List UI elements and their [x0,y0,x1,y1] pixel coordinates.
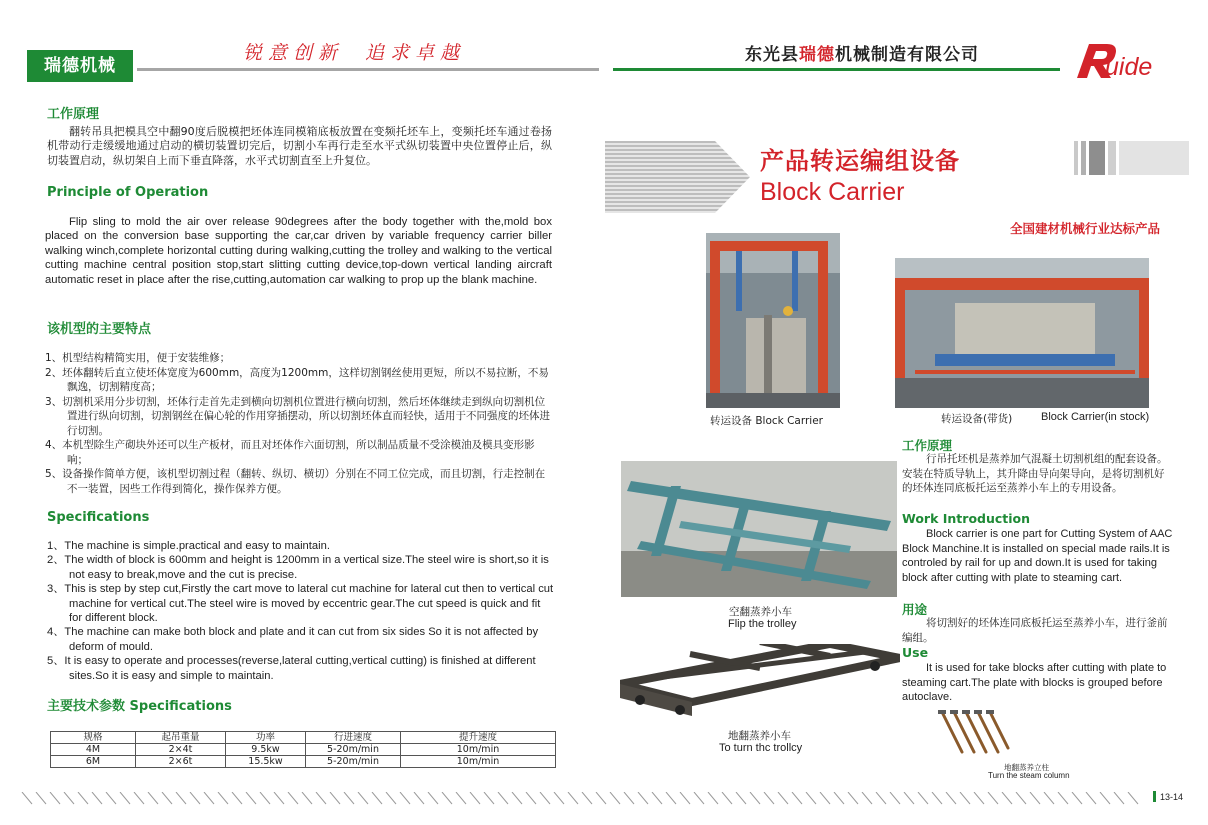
use-en-heading: Use [902,645,929,660]
list-item: 3、切割机采用分步切割，坯体行走首先走到横向切割机位置进行横向切割，然后坯体继续走到纵向切割机位置进行纵向切割，切割钢丝在偏心轮的作用穿插摆动，所以切割坯体直而轻快，适用于不同强度的坯体进行切割。 [45,395,550,437]
table-cell: 5-20m/min [306,744,401,756]
work-cn-heading: 工作原理 [902,438,953,453]
table-cell: 6M [51,756,136,768]
table-cell: 10m/min [401,744,556,756]
use-cn-text: 将切割好的坯体连同底板托运至蒸养小车，进行釜前编组。 [902,617,1168,644]
table-cell: 2×6t [136,756,226,768]
photo3-caption-cn: 空翻蒸养小车 [729,606,792,618]
table-row [51,756,556,768]
table-header-cell: 起吊重量 [136,732,226,744]
features-en-list [47,539,556,683]
slogan-part-1: 锐意创新 [243,42,344,64]
work-en-text: Block carrier is one part for Cutting System of AAC Block Manchine.It is installed on special made rails.It is controled by rail for up and down.It is used for taking block after cutting with plate to steaming cart. [902,528,1173,584]
specs-heading: Specifications [47,510,150,525]
table-row [51,744,556,756]
list-item: 2、The width of block is 600mm and height is 1200mm in a vertical size.The steel wire is short,so it is not easy to break,move and the cut is precise. [47,554,549,581]
use-cn-heading: 用途 [902,602,928,617]
ruide-brand-logo [1075,38,1175,82]
photo2-caption-cn: 转运设备(带货) [941,413,1013,425]
photo4-caption-cn: 地翻蒸养小车 [728,730,791,742]
brand-wordmark: uide [1105,53,1153,81]
block-carrier-in-stock-photo [895,258,1149,408]
table-cell: 10m/min [401,756,556,768]
flip-trolley-photo [621,461,897,597]
page-number-marker [1153,791,1156,802]
features-cn-list [45,351,555,496]
principle-cn-heading: 工作原理 [47,107,100,122]
table-header-cell: 规格 [51,732,136,744]
principle-en-heading: Principle of Operation [47,185,209,200]
use-en-text: It is used for take blocks after cutting with plate to steaming cart.The plate with blocks is grouped before autoclave. [902,662,1167,703]
company-highlight: 瑞德 [799,45,835,65]
table-cell: 5-20m/min [306,756,401,768]
photo3-caption-en: Flip the trolley [728,618,797,630]
header-divider-gray [137,68,599,71]
photo4-caption-en: To turn thc trollcy [719,742,803,754]
params-heading: 主要技术参数 Specifications [47,699,232,714]
product-title-cn: 产品转运编组设备 [760,147,960,175]
table-header-row [51,732,556,744]
company-suffix: 机械制造有限公司 [835,45,979,65]
list-item: 5、It is easy to operate and processes(reverse,lateral cutting,vertical cutting) is finished at different sites.So it is easy and simple to maintain. [47,655,536,682]
photo1-caption: 转运设备 Block Carrier [710,415,823,427]
list-item: 4、本机型除生产砌块外还可以生产板材，而且对坯体作六面切割，所以制品质量不受涂模油及模具变形影响； [45,439,535,466]
list-item: 3、This is step by step cut,Firstly the cart move to lateral cut machine for lateral cut then to vertical cut machine for vertical cut.The steel wire is moved by eccentric gear.The cut speed is quick and fit for different block. [47,583,554,625]
table-cell: 9.5kw [226,744,306,756]
principle-cn-text: 翻转吊具把模具空中翻90度后脱模把坯体连同模箱底板放置在变频托坯车上，变频托坯车通过卷扬机带动行走缓缓地通过启动的横切装置切完后，切割小车再行走至水平式纵切装置中央位置停止后，纵切装置启动，纵切架自上而下垂直降落，水平式切割直至上升复位。 [47,125,552,167]
slogan [243,38,487,65]
specs-table [50,731,556,768]
work-en-heading: Work Introduction [902,511,1031,526]
list-item: 4、The machine can make both block and plate and it can cut from six sides So it is not affected by deform of mould. [47,626,539,653]
table-cell: 4M [51,744,136,756]
photo2-caption-en: Block Carrier(in stock) [1041,411,1150,423]
table-header-cell: 提升速度 [401,732,556,744]
photo5-caption-en: Turn the steam column [988,771,1070,780]
steam-column-photo [932,708,1012,758]
list-item: 5、设备操作简单方便，该机型切割过程（翻转、纵切、横切）分别在不同工位完成，而且切割，行走控制在不一装置，因些工作得到简化，操作保养方便。 [45,468,546,495]
company-prefix: 东光县 [745,45,799,65]
table-header-cell: 功率 [226,732,306,744]
features-heading: 该机型的主要特点 [47,322,152,337]
list-item: 1、The machine is simple.practical and easy to maintain. [47,540,330,552]
table-cell: 15.5kw [226,756,306,768]
product-title-en: Block Carrier [760,178,905,206]
company-logo-badge: 瑞德机械 [27,50,133,82]
header-divider-green [613,68,1060,71]
table-cell: 2×4t [136,744,226,756]
list-item: 1、机型结构精简实用，便于安装维修； [45,352,231,364]
page-number: 13-14 [1160,792,1184,802]
principle-en-text: Flip sling to mold the air over release 90degrees after the body together with the,mold box placed on the conversion base supporting the car,car driven by variable frequency carrier biller walking winch,complete horizontal cutting during walking,cutting the trolley and walking to the vertical cutting machine central position stop,start slitting cutting device,top-down vertical landing aircraft automatic reset in place after the rise,cutting,automation car walking to prop up the blank machine. [45,216,552,286]
slogan-part-2: 追求卓越 [365,42,466,64]
table-header-cell: 行进速度 [306,732,401,744]
ground-trolley-photo [620,644,900,720]
company-name [745,40,979,65]
list-item: 2、坯体翻转后直立使坯体宽度为600mm，高度为1200mm，这样切割钢丝使用更短，所以不易拉断，不易飘逸，切割精度高； [45,366,549,393]
block-carrier-photo [706,233,840,408]
photo5-caption-cn: 地翻蒸养立柱 [1004,763,1049,772]
footer-hatch-line [20,792,1192,806]
work-cn-text: 行吊托坯机是蒸养加气混凝土切割机组的配套设备。安装在特质导轨上，其升降由导向架导向，是将切割机好的坯体连同底板托运至蒸养小车上的专用设备。 [902,453,1168,494]
title-arrow-graphic [605,141,750,213]
decorative-bars [1074,141,1189,175]
quality-badge: 全国建材机械行业达标产品 [1010,221,1161,236]
